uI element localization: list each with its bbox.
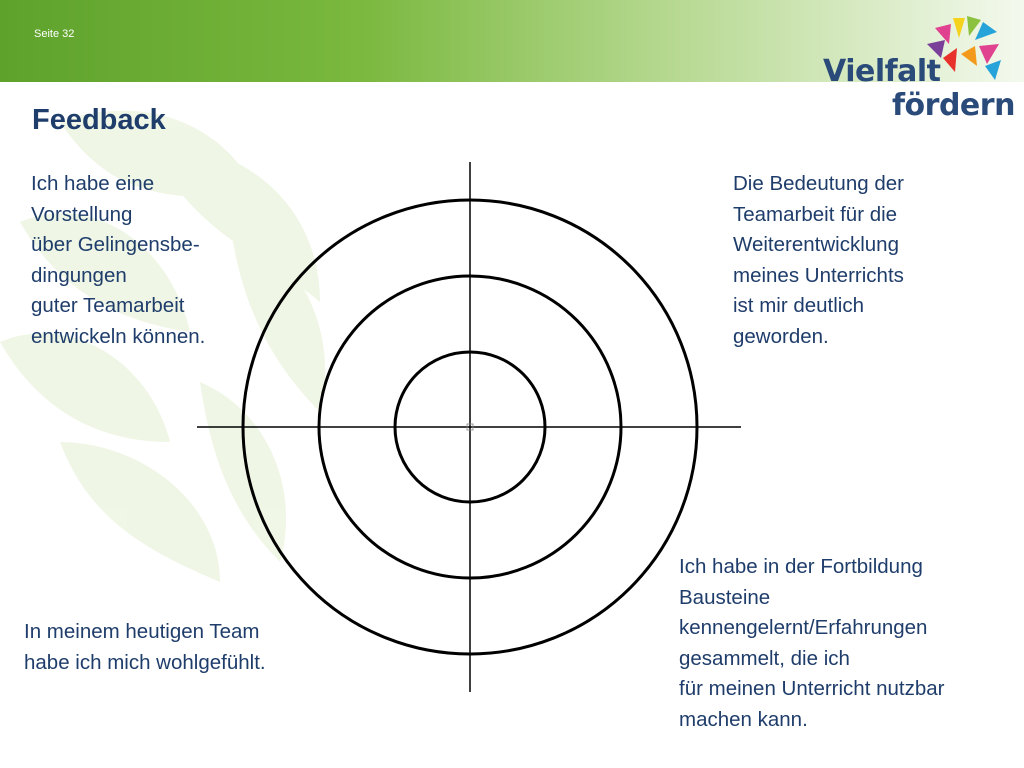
logo-text-vielfalt: Vielfalt [823, 54, 941, 89]
slide-number: Seite 32 [34, 28, 75, 40]
quadrant-bottom-right-statement: Ich habe in der Fortbildung Bausteine kennengelernt/Erfahrungen gesammelt, die ich für meinen Unterricht nutzbar machen kann. [679, 555, 945, 731]
quadrant-top-left-statement: Ich habe eine Vorstellung über Gelingensbe- dingungen guter Teamarbeit entwickeln können. [31, 172, 206, 348]
quadrant-top-right-statement: Die Bedeutung der Teamarbeit für die Weiterentwicklung meines Unterrichts ist mir deutlich geworden. [733, 172, 904, 348]
logo-text-foerdern: fördern [892, 88, 1015, 123]
quadrant-bottom-left-statement: In meinem heutigen Team habe ich mich wohlgefühlt. [24, 620, 266, 674]
slide-title: Feedback [32, 104, 166, 136]
